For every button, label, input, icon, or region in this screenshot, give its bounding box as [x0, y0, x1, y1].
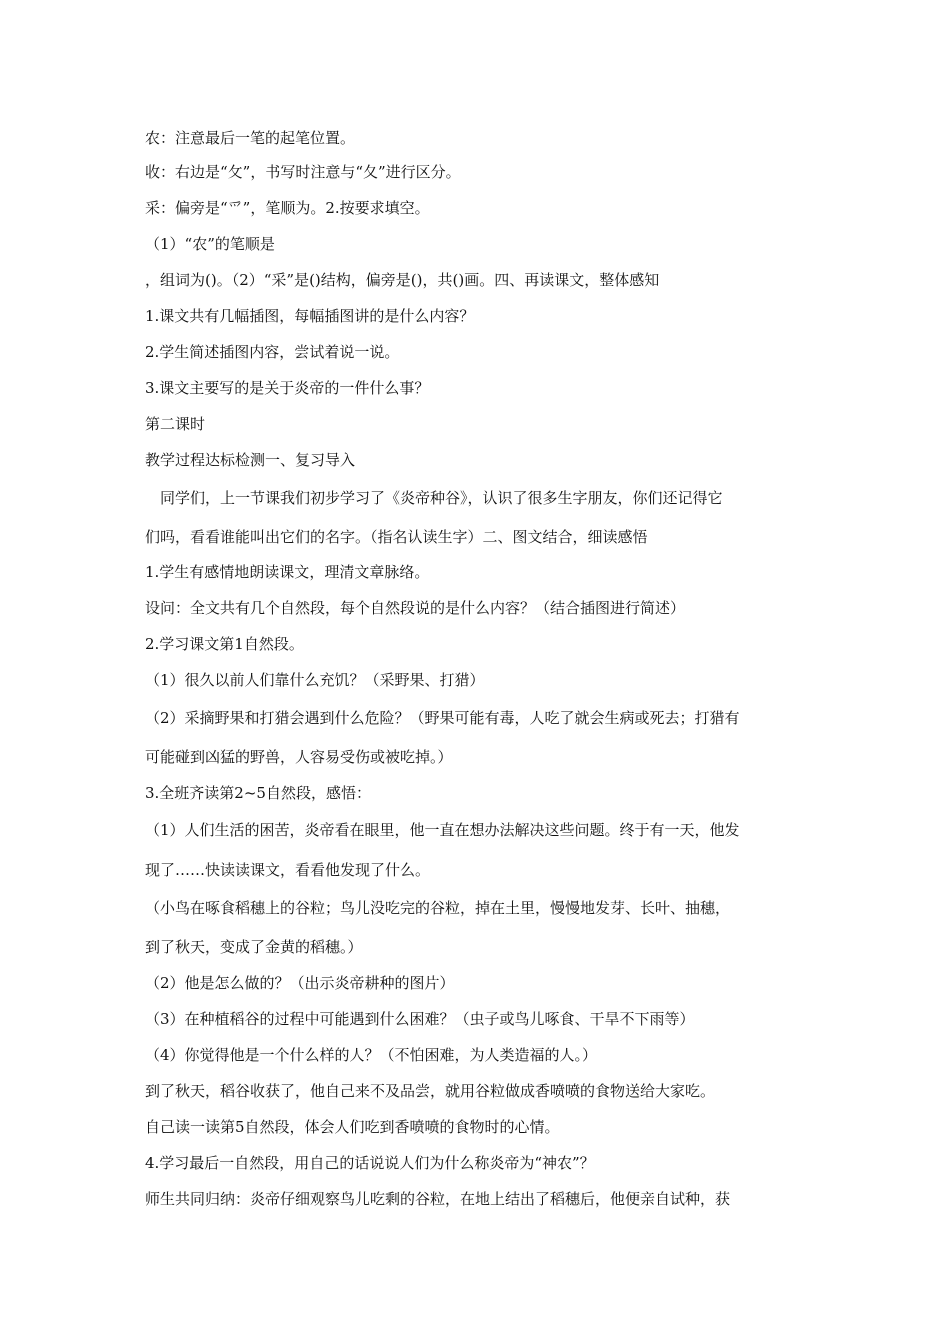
text-line: 师生共同归纳：炎帝仔细观察鸟儿吃剩的谷粒，在地上结出了稻穗后，他便亲自试种，获 — [145, 1190, 731, 1208]
text-line: （小鸟在啄食稻穗上的谷粒；鸟儿没吃完的谷粒，掉在土里，慢慢地发芽、长叶、抽穗， — [145, 899, 731, 917]
text-line: （1）很久以前人们靠什么充饥？（采野果、打猎） — [145, 671, 485, 689]
text-line: 们吗，看看谁能叫出它们的名字。（指名认读生字）二、图文结合，细读感悟 — [145, 528, 648, 546]
text-line: ，组词为()。（2）“采”是()结构，偏旁是()，共()画。四、再读课文，整体感知 — [145, 271, 660, 289]
text-line: 收：右边是“攵”，书写时注意与“夂”进行区分。 — [145, 163, 461, 181]
text-line: （2）他是怎么做的？（出示炎帝耕种的图片） — [145, 974, 455, 992]
text-line: （3）在种植稻谷的过程中可能遇到什么困难？（虫子或鸟儿啄食、干旱不下雨等） — [145, 1010, 695, 1028]
section-heading: 第二课时 — [145, 415, 206, 433]
text-line: 2.学生简述插图内容，尝试着说一说。 — [145, 343, 400, 361]
text-line: 教学过程达标检测一、复习导入 — [145, 451, 356, 469]
text-line: 设问：全文共有几个自然段，每个自然段说的是什么内容？（结合插图进行简述） — [145, 599, 686, 617]
text-line: 4.学习最后一自然段，用自己的话说说人们为什么称炎帝为“神农”？ — [145, 1154, 595, 1172]
text-line: 同学们，上一节课我们初步学习了《炎帝种谷》，认识了很多生字朋友，你们还记得它 — [145, 489, 723, 507]
text-line: 3.全班齐读第2~5自然段，感悟： — [145, 784, 371, 802]
text-line: （1）“农”的笔顺是 — [145, 235, 275, 253]
text-line: 3.课文主要写的是关于炎帝的一件什么事？ — [145, 379, 430, 397]
text-line: 到了秋天，稻谷收获了，他自己来不及品尝，就用谷粒做成香喷喷的食物送给大家吃。 — [145, 1082, 716, 1100]
text-line: 1.课文共有几幅插图，每幅插图讲的是什么内容？ — [145, 307, 475, 325]
text-line: 现了……快读读课文，看看他发现了什么。 — [145, 861, 431, 879]
text-line: 农：注意最后一笔的起笔位置。 — [145, 129, 356, 147]
text-line: 到了秋天，变成了金黄的稻穗。） — [145, 938, 363, 956]
text-line: 采：偏旁是“爫”，笔顺为。2.按要求填空。 — [145, 199, 430, 217]
text-line: 1.学生有感情地朗读课文，理清文章脉络。 — [145, 563, 430, 581]
text-line: 可能碰到凶猛的野兽，人容易受伤或被吃掉。） — [145, 748, 453, 766]
text-line: （4）你觉得他是一个什么样的人？（不怕困难，为人类造福的人。） — [145, 1046, 598, 1064]
text-line: 2.学习课文第1自然段。 — [145, 635, 304, 653]
text-line: （2）采摘野果和打猎会遇到什么危险？（野果可能有毒，人吃了就会生病或死去；打猎有 — [145, 709, 740, 727]
text-line: 自己读一读第5自然段，体会人们吃到香喷喷的食物时的心情。 — [145, 1118, 560, 1136]
text-line: （1）人们生活的困苦，炎帝看在眼里，他一直在想办法解决这些问题。终于有一天，他发 — [145, 821, 740, 839]
